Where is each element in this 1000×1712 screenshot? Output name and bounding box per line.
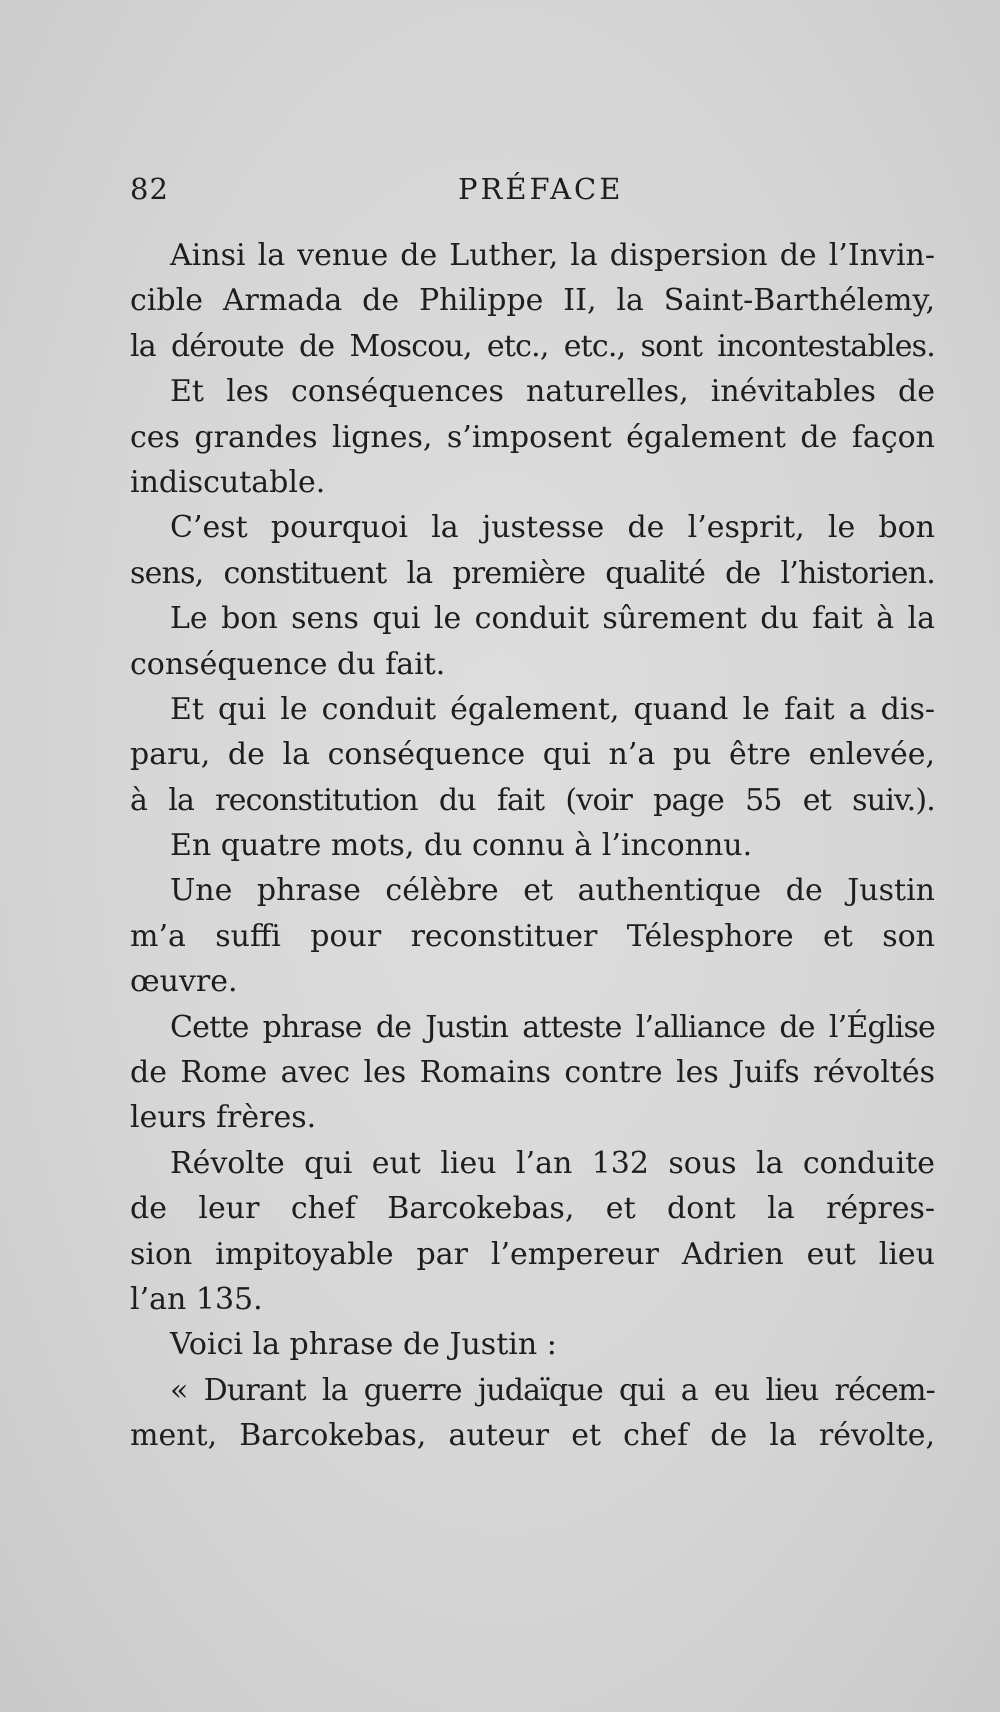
text-line: Ainsi la venue de Luther, la dispersion de l’Invin- [170,238,935,273]
text-line: m’a suffi pour reconstituer Télesphore et son [130,918,935,954]
text-line: Et qui le conduit également, quand le fait a dis- [170,691,935,727]
text-line: C’est pourquoi la justesse de l’esprit, le bon [170,510,935,546]
text-line: Et les conséquences naturelles, inévitables de [170,374,935,410]
text-line: « Durant la guerre judaïque qui a eu lieu récem- [170,1372,935,1408]
text-line: sion impitoyable par l’empereur Adrien eut lieu [130,1236,935,1272]
text-line: de Rome avec les Romains contre les Juifs révoltés [130,1055,935,1091]
text-line: paru, de la conséquence qui n’a pu être enlevée, [130,737,935,773]
text-line: sens, constituent la première qualité de l’historien. [130,555,935,591]
running-title: PRÉFACE [458,172,624,206]
text-line: Le bon sens qui le conduit sûrement du fait à la [170,601,935,637]
text-line: cible Armada de Philippe II, la Saint-Barthélemy, [130,283,935,319]
text-line: ces grandes lignes, s’imposent également de façon [130,419,935,455]
text-line: conséquence du fait. [130,646,446,682]
text-line: la déroute de Moscou, etc., etc., sont incontestables. [130,328,935,364]
text-line: œuvre. [130,964,238,1000]
text-line: Voici la phrase de Justin : [170,1327,557,1363]
text-line: à la reconstitution du fait (voir page 55 et suiv.). [130,782,935,818]
text-line: Révolte qui eut lieu l’an 132 sous la conduite [170,1145,935,1181]
text-line: l’an 135. [130,1281,263,1317]
text-line: leurs frères. [130,1100,317,1136]
text-line: En quatre mots, du connu à l’inconnu. [170,828,753,864]
text-line: indiscutable. [130,464,326,500]
text-line: ment, Barcokebas, auteur et chef de la révolte, [130,1418,935,1454]
page-number: 82 [130,172,169,206]
body-text [130,233,935,1459]
text-line: de leur chef Barcokebas, et dont la répres- [130,1191,935,1227]
text-line: Une phrase célèbre et authentique de Justin [170,873,935,909]
text-line: Cette phrase de Justin atteste l’alliance de l’Église [170,1009,935,1045]
